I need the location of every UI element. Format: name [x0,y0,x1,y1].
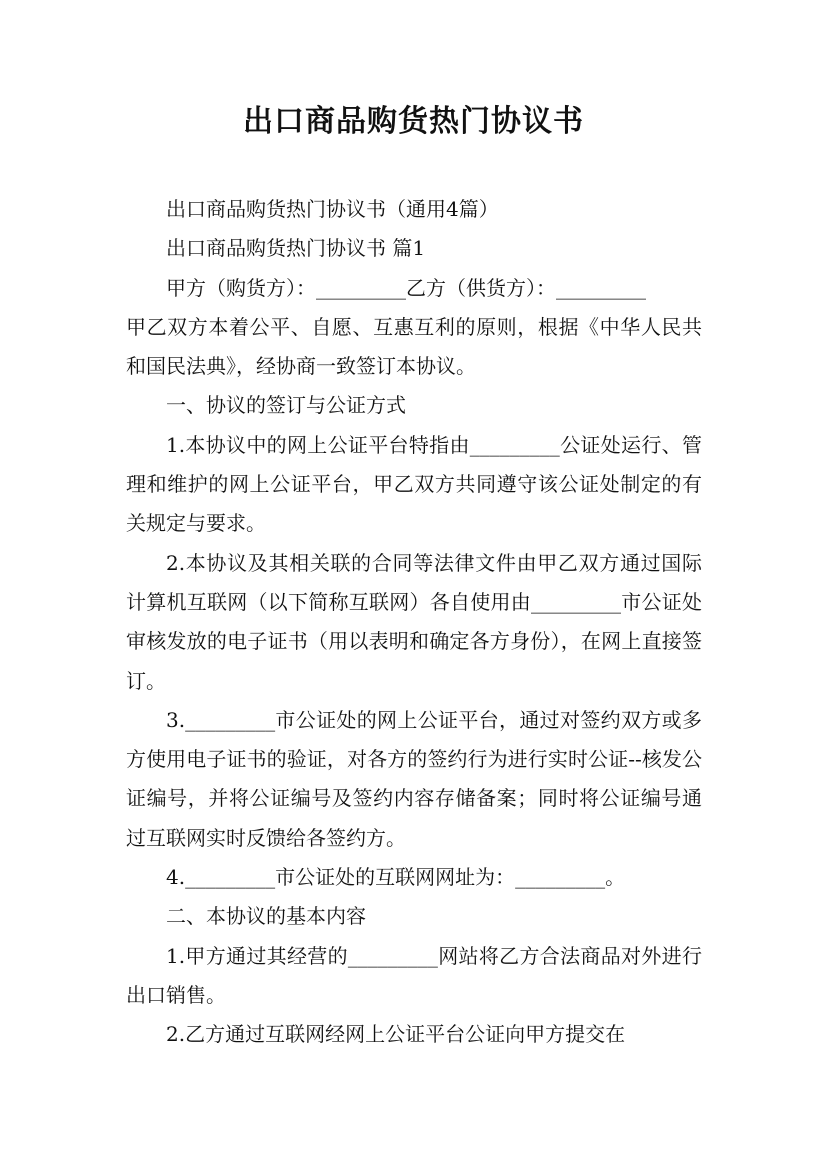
paragraph-heading-2: 二、本协议的基本内容 [166,904,366,929]
paragraph-section-heading: 出口商品购货热门协议书 篇1 [166,236,426,261]
paragraph-subtitle: 出口商品购货热门协议书（通用4篇） [166,197,499,221]
paragraph-preamble: 甲乙双方本着公平、自愿、互惠互利的原则，根据《中华人民共和国民法典》，经协商一致签订本协议。 [126,314,702,379]
paragraph-clause-1-2: 2.本协议及其相关联的合同等法律文件由甲乙双方通过国际计算机互联网（以下简称互联网）各自使用由_________市公证处审核发放的电子证书（用以表明和确定各方身份），在网上直接签订。 [126,550,702,693]
paragraph-clause-1-1: 1.本协议中的网上公证平台特指由_________公证处运行、管理和维护的网上公证平台，甲乙双方共同遵守该公证处制定的有关规定与要求。 [126,432,702,536]
paragraph-heading-1: 一、协议的签订与公证方式 [166,393,406,418]
paragraph-clause-2-1: 1.甲方通过其经营的_________网站将乙方合法商品对外进行出口销售。 [126,943,702,1007]
paragraph-parties: 甲方（购货方）：_________乙方（供货方）：_________ [166,275,646,300]
document-body [126,190,702,1055]
paragraph-clause-2-2: 2.乙方通过互联网经网上公证平台公证向甲方提交在 [166,1022,626,1047]
paragraph-clause-1-4: 4._________市公证处的互联网网址为：_________。 [166,865,626,890]
document-title: 出口商品购货热门协议书 [243,104,584,139]
paragraph-clause-1-3: 3._________市公证处的网上公证平台，通过对签约双方或多方使用电子证书的验证，对各方的签约行为进行实时公证--核发公证编号，并将公证编号及签约内容存储备案；同时将公证编号通过互联网实时反馈给各签约方。 [126,707,702,850]
